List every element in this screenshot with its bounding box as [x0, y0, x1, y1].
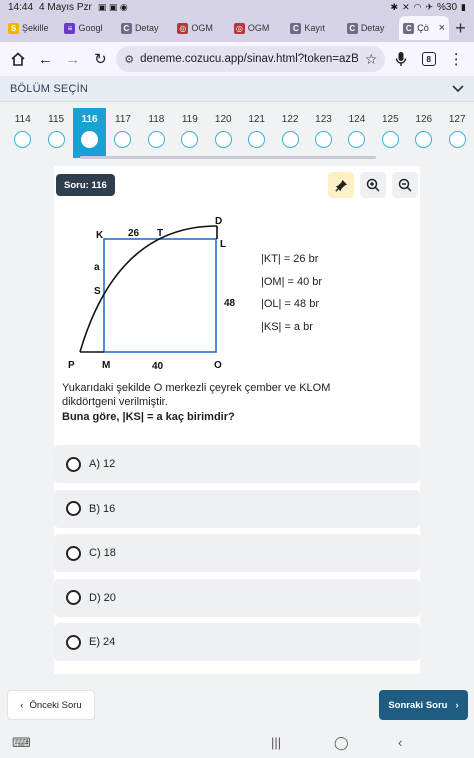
- home-icon[interactable]: [6, 46, 30, 72]
- question-text-line-2: dikdörtgeni verilmiştir.: [62, 396, 168, 408]
- tab-switcher-button[interactable]: [417, 46, 441, 72]
- recent-apps-icon[interactable]: |||: [271, 735, 282, 750]
- question-number-label: 122: [281, 114, 299, 125]
- question-number-116[interactable]: [73, 108, 106, 158]
- question-number-115[interactable]: [39, 108, 72, 158]
- answer-option[interactable]: [54, 579, 420, 617]
- radio-button[interactable]: [66, 635, 81, 650]
- url-text: deneme.cozucu.app/sinav.html?token=azB: [140, 53, 359, 65]
- home-button-icon[interactable]: ◯: [334, 735, 349, 750]
- question-number-label: 114: [14, 114, 31, 125]
- tab-label: Şekille: [22, 23, 49, 33]
- more-menu-icon[interactable]: ⋮: [448, 51, 464, 68]
- zoom-in-button[interactable]: [360, 172, 386, 198]
- label-k: K: [96, 230, 104, 241]
- question-status-indicator: [48, 131, 65, 148]
- wifi-icon: ◠: [413, 1, 422, 12]
- battery-level: %30: [437, 1, 458, 13]
- answer-option[interactable]: [54, 534, 420, 572]
- question-number-127[interactable]: [440, 108, 473, 158]
- question-number-124[interactable]: [340, 108, 373, 158]
- browser-tab[interactable]: [60, 16, 114, 40]
- question-number-121[interactable]: [240, 108, 273, 158]
- answer-option-label: D) 20: [89, 591, 116, 604]
- keyboard-toggle-icon[interactable]: ⌨: [12, 735, 31, 750]
- question-prompt: Buna göre, |KS| = a kaç birimdir?: [62, 411, 235, 423]
- zoom-in-icon: [366, 178, 380, 192]
- question-badge: Soru: 116: [56, 174, 115, 196]
- question-number-123[interactable]: [307, 108, 340, 158]
- tab-favicon-icon: ◎: [177, 23, 188, 34]
- radio-button[interactable]: [66, 457, 81, 472]
- tab-count: 8: [422, 52, 436, 66]
- tab-favicon-icon: C: [347, 23, 358, 34]
- tab-favicon-icon: C: [121, 23, 132, 34]
- question-status-indicator: [81, 131, 98, 148]
- label-bottom-length: 40: [152, 361, 164, 372]
- previous-question-label: Önceki Soru: [29, 699, 82, 711]
- question-strip-scrollbar[interactable]: [80, 156, 376, 159]
- browser-tab[interactable]: [173, 16, 227, 40]
- question-status-indicator: [14, 131, 31, 148]
- bluetooth-icon: ✱: [390, 1, 399, 12]
- browser-tab[interactable]: [286, 16, 340, 40]
- tab-favicon-icon: ≡: [64, 23, 75, 34]
- tab-favicon-icon: ◎: [234, 23, 245, 34]
- question-status-indicator: [348, 131, 365, 148]
- question-card: [54, 166, 420, 674]
- label-top-length: 26: [128, 228, 140, 239]
- radio-button[interactable]: [66, 501, 81, 516]
- tab-label: Detay: [360, 23, 385, 33]
- tab-favicon-icon: S: [8, 23, 19, 34]
- question-number-label: 123: [315, 114, 332, 125]
- geometry-figure: [62, 212, 262, 382]
- answer-option-label: E) 24: [89, 636, 116, 649]
- question-number-label: 125: [382, 114, 399, 125]
- radio-button[interactable]: [66, 546, 81, 561]
- mute-icon: ✕: [402, 1, 410, 12]
- label-s: S: [94, 286, 101, 297]
- pin-icon: [335, 179, 348, 192]
- question-status-indicator: [282, 131, 299, 148]
- previous-question-button[interactable]: [7, 690, 95, 720]
- next-question-button[interactable]: [379, 690, 468, 720]
- label-p: P: [68, 360, 75, 371]
- question-number-label: 116: [81, 114, 98, 125]
- label-t: T: [157, 228, 164, 239]
- answer-option-label: C) 18: [89, 547, 116, 560]
- airplane-icon: ✈: [425, 1, 434, 12]
- question-status-indicator: [382, 131, 399, 148]
- answer-option-label: A) 12: [89, 458, 116, 470]
- zoom-out-icon: [398, 178, 412, 192]
- question-number-label: 124: [348, 114, 366, 125]
- tab-label: OGM: [247, 23, 270, 33]
- bookmark-star-icon[interactable]: ☆: [364, 50, 378, 67]
- status-bar: [0, 0, 474, 14]
- system-navigation-bar: [0, 730, 474, 758]
- label-m: M: [102, 360, 111, 371]
- question-number-118[interactable]: [140, 108, 173, 158]
- chevron-left-icon: ‹: [20, 699, 24, 711]
- given-values: [261, 248, 322, 338]
- status-date: 4 Mayıs Pzr: [39, 1, 92, 13]
- tab-label: Çö: [417, 23, 429, 33]
- back-arrow-icon[interactable]: ←: [37, 50, 53, 68]
- label-o: O: [214, 360, 222, 371]
- given-value: |OL| = 48 br: [261, 298, 319, 310]
- question-number-120[interactable]: [207, 108, 240, 158]
- question-status-indicator: [181, 131, 198, 148]
- question-status-indicator: [449, 131, 466, 148]
- question-number-126[interactable]: [407, 108, 440, 158]
- tab-label: OGM: [191, 23, 213, 33]
- tab-label: Kayıt: [304, 23, 325, 33]
- question-number-125[interactable]: [374, 108, 407, 158]
- address-bar[interactable]: [116, 46, 385, 72]
- question-number-119[interactable]: [173, 108, 206, 158]
- given-value: |OM| = 40 br: [261, 275, 323, 288]
- tab-label: Detay: [134, 23, 159, 33]
- question-number-label: 118: [148, 114, 165, 125]
- answer-option[interactable]: [54, 623, 420, 661]
- question-number-114[interactable]: [6, 108, 39, 158]
- pin-button[interactable]: [328, 172, 354, 198]
- question-number-label: 120: [214, 114, 232, 125]
- zoom-out-button[interactable]: [392, 172, 418, 198]
- question-status-indicator: [315, 131, 332, 148]
- question-number-label: 121: [248, 114, 265, 125]
- chevron-down-icon[interactable]: [452, 82, 464, 96]
- question-number-label: 115: [48, 114, 65, 125]
- answer-option-label: B) 16: [89, 502, 116, 515]
- label-right-length: 48: [224, 298, 236, 309]
- label-d: D: [215, 216, 223, 227]
- battery-icon: ▮: [461, 1, 466, 12]
- browser-toolbar: [0, 42, 474, 76]
- section-title: BÖLÜM SEÇİN: [10, 82, 88, 95]
- label-l: L: [220, 239, 227, 250]
- tab-favicon-icon: C: [290, 23, 301, 34]
- site-settings-icon[interactable]: ⚙: [124, 53, 135, 66]
- question-text: [62, 381, 412, 424]
- tab-favicon-icon: C: [403, 23, 414, 34]
- browser-tab[interactable]: [117, 16, 171, 40]
- question-text-line-1: Yukarıdaki şekilde O merkezli çeyrek çember ve KLOM: [62, 382, 331, 394]
- browser-tab-strip: [0, 14, 474, 42]
- given-value: |KT| = 26 br: [261, 253, 319, 265]
- tab-label: Googl: [78, 23, 103, 33]
- reload-icon[interactable]: ↻: [94, 51, 107, 68]
- question-status-indicator: [148, 131, 165, 148]
- question-status-indicator: [114, 131, 131, 148]
- answer-option[interactable]: [54, 445, 420, 483]
- question-number-strip: [0, 108, 474, 158]
- question-status-indicator: [248, 131, 265, 148]
- status-time: 14:44: [8, 1, 34, 13]
- answer-option[interactable]: [54, 490, 420, 528]
- question-status-indicator: [415, 131, 432, 148]
- next-question-label: Sonraki Soru: [388, 699, 448, 711]
- question-number-label: 119: [181, 114, 198, 125]
- new-tab-button[interactable]: +: [455, 17, 466, 38]
- forward-arrow-icon[interactable]: →: [65, 50, 81, 68]
- notification-icons: ▣ ▣ ◉: [97, 1, 128, 12]
- close-tab-icon[interactable]: ×: [438, 22, 446, 34]
- question-number-label: 117: [115, 114, 131, 125]
- question-number-117[interactable]: [106, 108, 139, 158]
- question-navigation: [0, 684, 474, 730]
- browser-tab[interactable]: [399, 16, 449, 40]
- question-number-label: 127: [448, 114, 466, 125]
- question-number-122[interactable]: [273, 108, 306, 158]
- question-status-indicator: [215, 131, 232, 148]
- browser-tab[interactable]: [343, 16, 397, 40]
- chevron-right-icon: ›: [455, 699, 459, 711]
- section-selector[interactable]: [0, 76, 474, 102]
- label-a: a: [94, 262, 100, 273]
- system-back-icon[interactable]: ‹: [398, 735, 403, 750]
- question-number-label: 126: [415, 114, 433, 125]
- microphone-icon[interactable]: [389, 46, 413, 72]
- given-value: |KS| = a br: [261, 320, 313, 333]
- radio-button[interactable]: [66, 590, 81, 605]
- rectangle-klom: [104, 239, 216, 352]
- browser-tab[interactable]: [230, 16, 284, 40]
- browser-tab[interactable]: [4, 16, 58, 40]
